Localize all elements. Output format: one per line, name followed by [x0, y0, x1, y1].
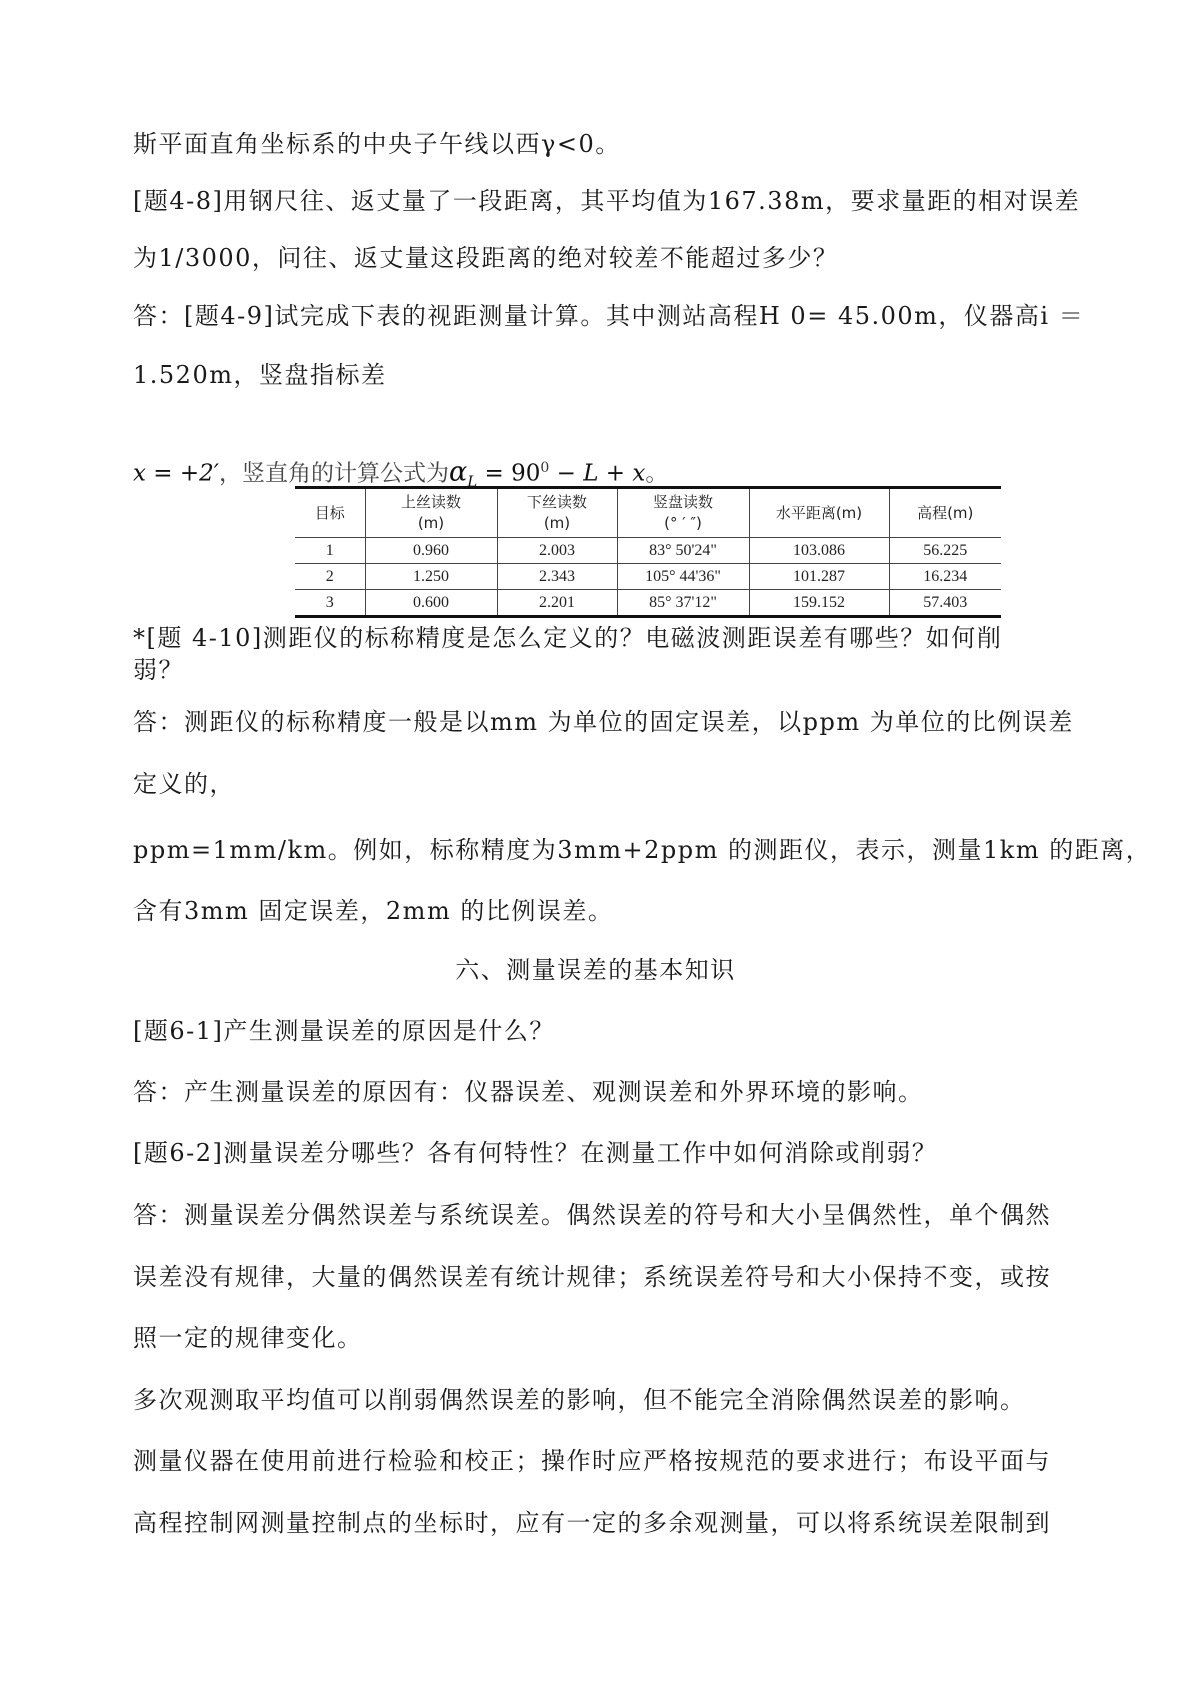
answer-line: 答：产生测量误差的原因有：仪器误差、观测误差和外界环境的影响。: [133, 1078, 924, 1106]
text-line: 为1/3000，问往、返丈量这段距离的绝对较差不能超过多少？: [133, 244, 839, 272]
text-line: 高程控制网测量控制点的坐标时，应有一定的多余观测量，可以将系统误差限制到: [133, 1509, 1051, 1537]
text-line: 测量仪器在使用前进行检验和校正；操作时应严格按规范的要求进行；布设平面与: [133, 1447, 1051, 1475]
alpha-subscript: L: [467, 472, 478, 491]
question-4-10: *[题 4-10]测距仪的标称精度是怎么定义的？电磁波测距误差有哪些？如何削: [133, 624, 1003, 652]
table-cell: 2.003: [497, 538, 617, 564]
table-cell: 103.086: [749, 538, 889, 564]
section-heading: 六、测量误差的基本知识: [455, 956, 736, 984]
table-header-row: [295, 488, 1001, 538]
table-cell: 16.234: [889, 564, 1001, 590]
answer-line: 答：测距仪的标称精度一般是以mm 为单位的固定误差，以ppm 为单位的比例误差: [133, 708, 1074, 736]
text-line: 误差没有规律，大量的偶然误差有统计规律；系统误差符号和大小保持不变，或按: [133, 1263, 1051, 1291]
header-lower-reading: 下丝读数 (m): [497, 488, 617, 538]
question-4-9: 答：[题4-9]试完成下表的视距测量计算。其中测站高程H 0= 45.00m，仪器高i ＝: [133, 302, 1085, 330]
table-cell: 56.225: [889, 538, 1001, 564]
formula-end: 。: [645, 460, 669, 487]
text-line: 含有3mm 固定误差，2mm 的比例误差。: [133, 897, 614, 925]
question-6-1: [题6-1]产生测量误差的原因是什么？: [133, 1017, 555, 1045]
table-cell: 83° 50'24": [617, 538, 749, 564]
table-cell: 101.287: [749, 564, 889, 590]
formula-rhs: = 90: [477, 460, 541, 487]
text-line: 弱？: [133, 656, 184, 684]
header-elevation: 高程(m): [889, 488, 1001, 538]
header-vertical-reading: 竖盘读数 (° ′ ″): [617, 488, 749, 538]
table-cell: 85° 37'12": [617, 590, 749, 617]
text-line: 定义的，: [133, 770, 235, 798]
text-line: ppm=1mm/km。例如，标称精度为3mm+2ppm 的测距仪，表示，测量1km 的距离，: [133, 836, 1152, 864]
text-line: 斯平面直角坐标系的中央子午线以西γ<0。: [133, 130, 621, 158]
text-line: 1.520m，竖盘指标差: [133, 361, 387, 389]
table-cell: 2: [295, 564, 365, 590]
degree-superscript: 0: [540, 460, 550, 476]
header-target: 目标: [295, 488, 365, 538]
table-cell: 159.152: [749, 590, 889, 617]
text-line: 照一定的规律变化。: [133, 1324, 363, 1352]
answer-line: 答：测量误差分偶然误差与系统误差。偶然误差的符号和大小呈偶然性，单个偶然: [133, 1201, 1051, 1229]
question-6-2: [题6-2]测量误差分哪些？各有何特性？在测量工作中如何消除或削弱？: [133, 1139, 938, 1167]
stadia-table: [295, 486, 1001, 618]
table-row: [295, 590, 1001, 617]
alpha-symbol: α: [449, 456, 468, 488]
table-row: [295, 538, 1001, 564]
formula-text: ，竖直角的计算公式为: [219, 460, 449, 487]
table-row: [295, 564, 1001, 590]
table-cell: 1: [295, 538, 365, 564]
table-cell: 105° 44'36": [617, 564, 749, 590]
table-cell: 2.201: [497, 590, 617, 617]
table-cell: 3: [295, 590, 365, 617]
table-cell: 0.960: [365, 538, 497, 564]
header-upper-reading: 上丝读数 (m): [365, 488, 497, 538]
question-4-8: [题4-8]用钢尺往、返丈量了一段距离，其平均值为167.38m，要求量距的相对误差: [133, 187, 1081, 215]
table-cell: 57.403: [889, 590, 1001, 617]
table-cell: 0.600: [365, 590, 497, 617]
formula-rest: − L + x: [549, 460, 646, 487]
header-horizontal-distance: 水平距离(m): [749, 488, 889, 538]
index-error-expression: x = +2′: [133, 460, 219, 487]
text-line: 多次观测取平均值可以削弱偶然误差的影响，但不能完全消除偶然误差的影响。: [133, 1386, 1026, 1414]
table-cell: 1.250: [365, 564, 497, 590]
table-cell: 2.343: [497, 564, 617, 590]
